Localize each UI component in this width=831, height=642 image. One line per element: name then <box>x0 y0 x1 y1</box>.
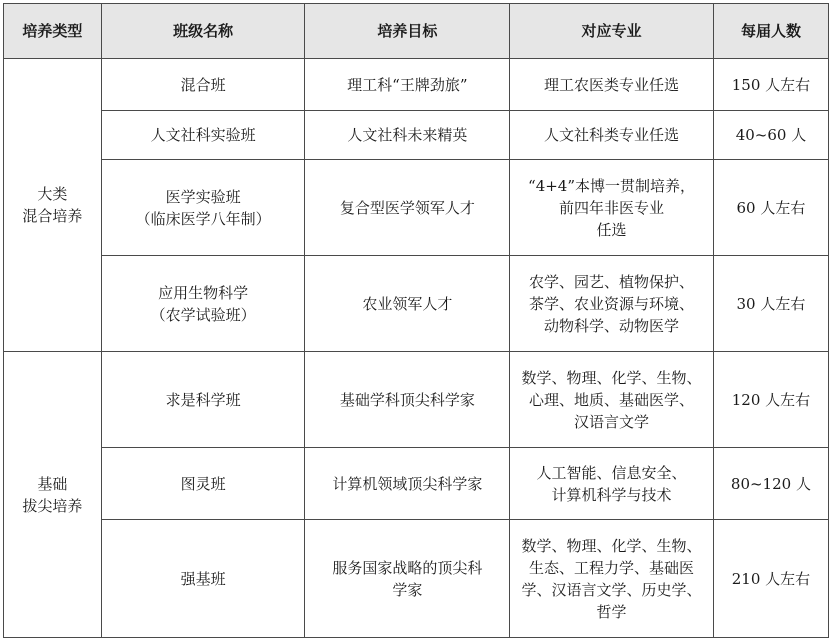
major-cell: 理工农医类专业任选 <box>510 59 714 111</box>
header-type: 培养类型 <box>4 4 102 59</box>
table-row <box>4 520 829 638</box>
program-table <box>3 3 829 638</box>
table-row <box>4 59 829 111</box>
count-cell: 150 人左右 <box>713 59 828 111</box>
major-cell: 农学、园艺、植物保护、 茶学、农业资源与环境、 动物科学、动物医学 <box>510 256 714 352</box>
header-class-name: 班级名称 <box>101 4 305 59</box>
table-row <box>4 256 829 352</box>
count-cell: 210 人左右 <box>713 520 828 638</box>
group-type-cell: 大类 混合培养 <box>4 59 102 352</box>
header-goal: 培养目标 <box>305 4 510 59</box>
goal-cell: 基础学科顶尖科学家 <box>305 352 510 448</box>
count-cell: 30 人左右 <box>713 256 828 352</box>
table-row <box>4 160 829 256</box>
major-cell: 人文社科类专业任选 <box>510 111 714 160</box>
class-name-cell: 人文社科实验班 <box>101 111 305 160</box>
count-cell: 80~120 人 <box>713 448 828 520</box>
major-cell: 人工智能、信息安全、 计算机科学与技术 <box>510 448 714 520</box>
goal-cell: 理工科“王牌劲旅” <box>305 59 510 111</box>
class-name-cell: 应用生物科学 （农学试验班） <box>101 256 305 352</box>
header-row <box>4 4 829 59</box>
table-row <box>4 111 829 160</box>
goal-cell: 复合型医学领军人才 <box>305 160 510 256</box>
goal-cell: 农业领军人才 <box>305 256 510 352</box>
header-major: 对应专业 <box>510 4 714 59</box>
count-cell: 120 人左右 <box>713 352 828 448</box>
goal-cell: 服务国家战略的顶尖科 学家 <box>305 520 510 638</box>
table-row <box>4 352 829 448</box>
class-name-cell: 强基班 <box>101 520 305 638</box>
count-cell: 60 人左右 <box>713 160 828 256</box>
class-name-cell: 求是科学班 <box>101 352 305 448</box>
major-cell: 数学、物理、化学、生物、 心理、地质、基础医学、 汉语言文学 <box>510 352 714 448</box>
goal-cell: 人文社科未来精英 <box>305 111 510 160</box>
header-count: 每届人数 <box>713 4 828 59</box>
class-name-cell: 医学实验班 （临床医学八年制） <box>101 160 305 256</box>
class-name-cell: 图灵班 <box>101 448 305 520</box>
major-cell: 数学、物理、化学、生物、 生态、工程力学、基础医 学、汉语言文学、历史学、 哲学 <box>510 520 714 638</box>
goal-cell: 计算机领域顶尖科学家 <box>305 448 510 520</box>
count-cell: 40~60 人 <box>713 111 828 160</box>
major-cell: “4+4”本博一贯制培养， 前四年非医专业 任选 <box>510 160 714 256</box>
class-name-cell: 混合班 <box>101 59 305 111</box>
table-row <box>4 448 829 520</box>
group-type-cell: 基础 拔尖培养 <box>4 352 102 638</box>
